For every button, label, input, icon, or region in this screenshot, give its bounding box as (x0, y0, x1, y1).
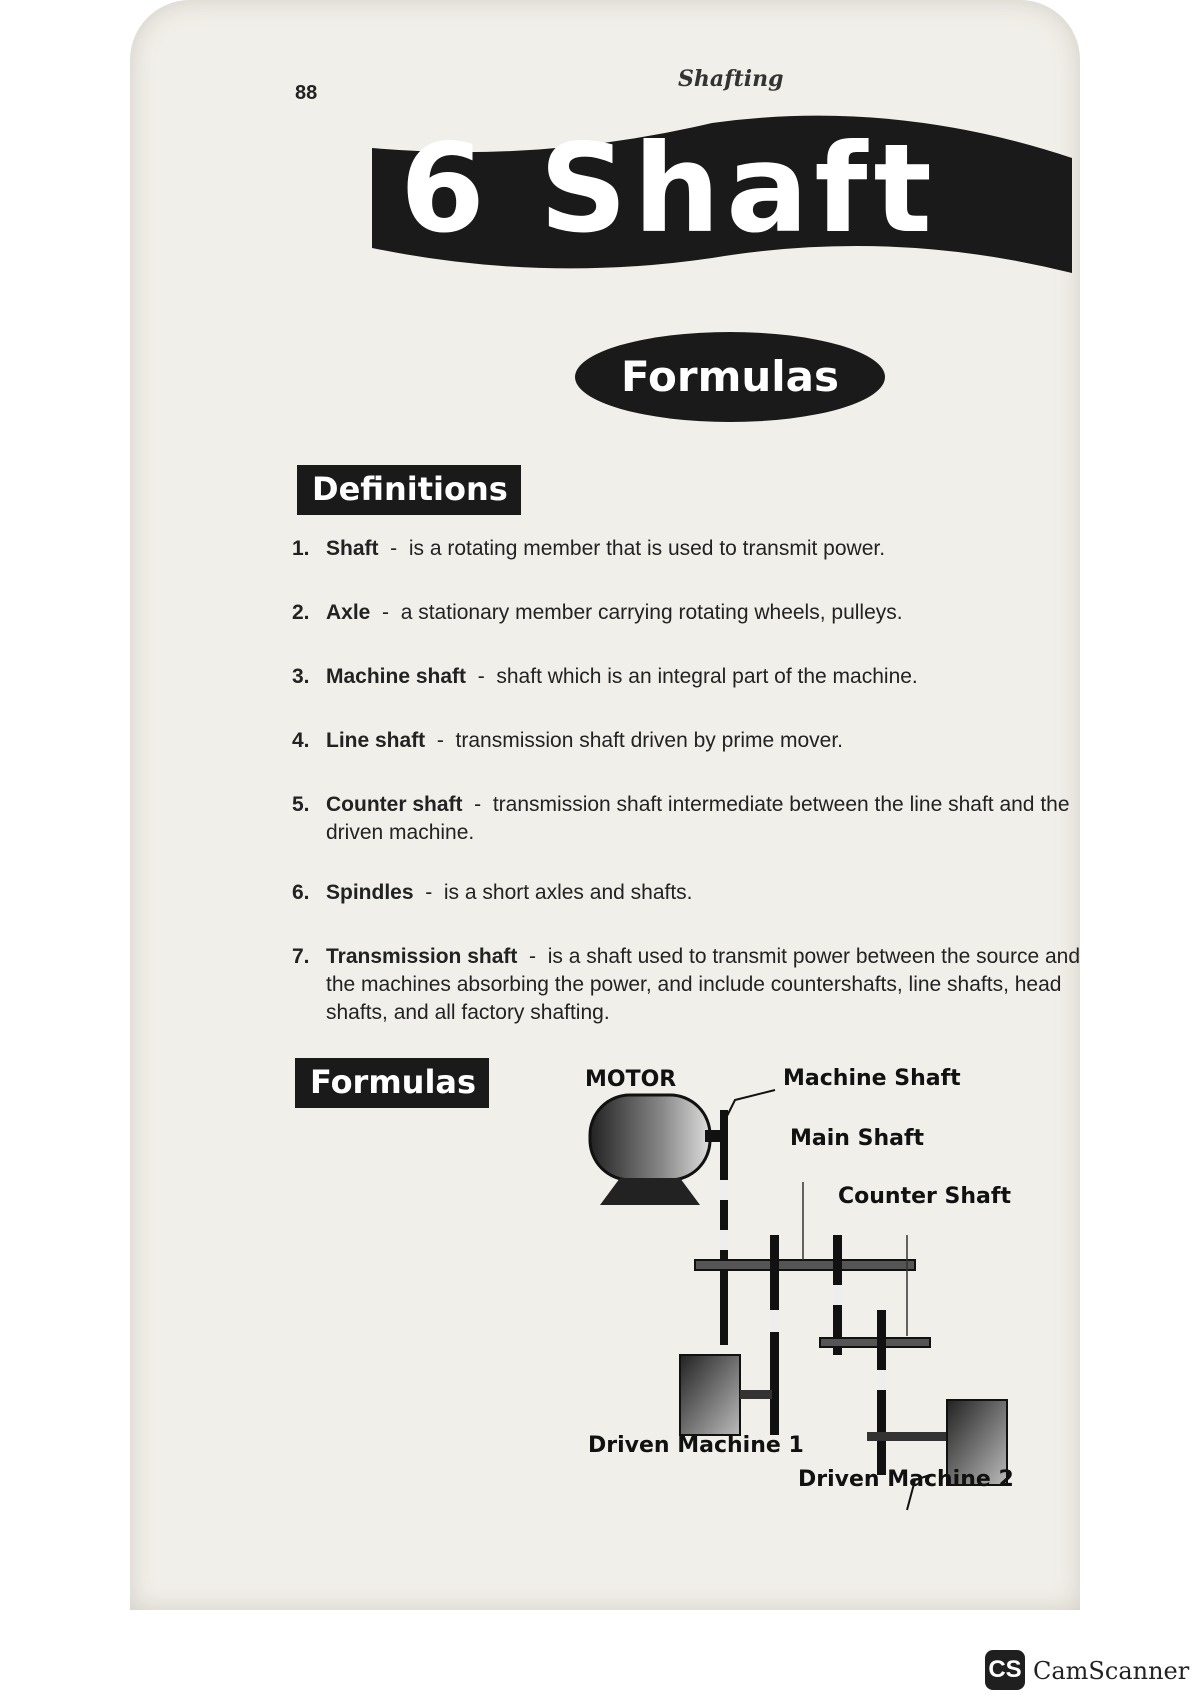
driven-machine-2-label: Driven Machine 2 (798, 1467, 1014, 1492)
definition-item: 2. Axle - a stationary member carrying rotating wheels, pulleys. (292, 601, 903, 624)
motor-icon (590, 1095, 710, 1205)
definitions-heading: Definitions (297, 465, 521, 515)
shaft-diagram (585, 1066, 1055, 1520)
page-number: 88 (295, 82, 318, 104)
machine-shaft-label: Machine Shaft (783, 1066, 961, 1091)
machine-shaft (720, 1110, 728, 1345)
formulas-heading: Formulas (295, 1058, 489, 1108)
definition-item: 3. Machine shaft - shaft which is an integral part of the machine. (292, 665, 918, 688)
driven-machine-1 (680, 1355, 740, 1435)
camscanner-logo-icon: CS (985, 1650, 1025, 1690)
definition-item: 6. Spindles - is a short axles and shafts. (292, 881, 693, 904)
formulas-title: Formulas (621, 352, 839, 401)
motor-label: MOTOR (585, 1067, 677, 1092)
definition-item: 7. Transmission shaft - is a shaft used to transmit power between the source and the machines absorbing the power, and include countershafts, line shafts, head shafts, and all factory shafting. (292, 945, 1081, 1024)
definition-item: 1. Shaft - is a rotating member that is used to transmit power. (292, 537, 886, 560)
counter-shaft-label: Counter Shaft (838, 1184, 1011, 1209)
camscanner-watermark: CamScanner (1033, 1657, 1190, 1685)
definition-item: 4. Line shaft - transmission shaft driven by prime mover. (292, 729, 844, 752)
definitions-list (292, 535, 1082, 1063)
chapter-title: 6 Shaft (400, 118, 938, 260)
counter-shaft (820, 1338, 930, 1347)
main-shaft (695, 1260, 915, 1270)
driven-machine-1-label: Driven Machine 1 (588, 1433, 804, 1458)
main-shaft-label: Main Shaft (790, 1126, 925, 1151)
definition-item: 5. Counter shaft - transmission shaft intermediate between the line shaft and the driven machine. (292, 793, 1070, 844)
running-head: Shafting (678, 66, 784, 92)
